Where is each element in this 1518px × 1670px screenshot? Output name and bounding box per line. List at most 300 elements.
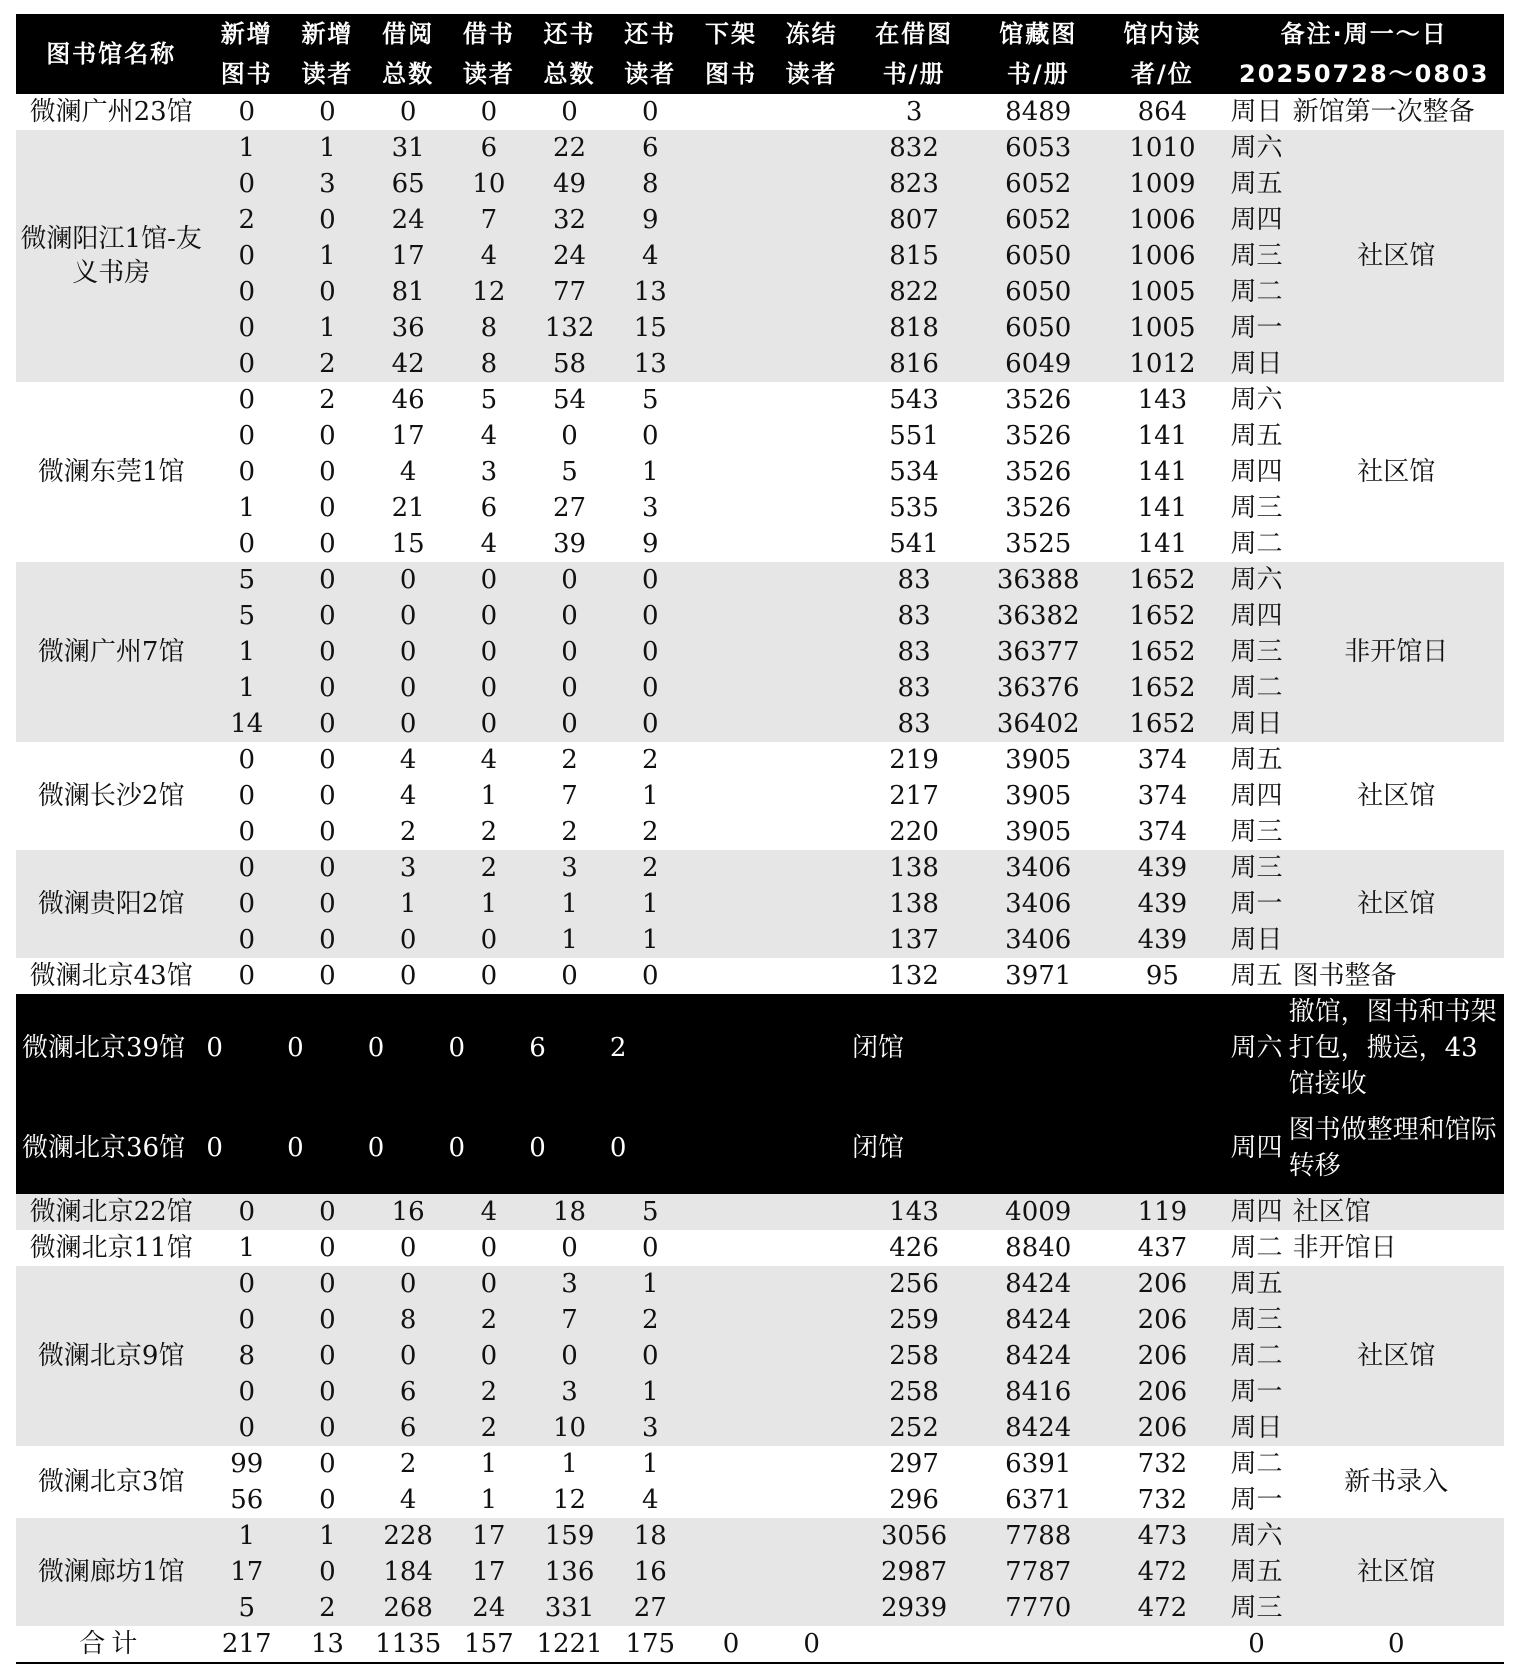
cell-value [771,310,852,346]
cell-value: 2 [449,1302,530,1338]
cell-value: 0 [206,382,287,418]
cell-value: 2 [610,994,691,1102]
cell-value [691,814,772,850]
cell-value: 0 [449,1338,530,1374]
cell-value: 0 [206,238,287,274]
cell-value: 2 [287,382,368,418]
cell-value: 0 [287,1446,368,1482]
cell-value: 22 [529,130,610,166]
cell-value: 4 [368,778,449,814]
cell-value: 15 [368,526,449,562]
cell-value: 36402 [976,706,1100,742]
cell-value: 3 [449,454,530,490]
cell-value: 818 [852,310,976,346]
cell-value: 0 [287,94,368,130]
cell-value: 7 [529,1302,610,1338]
cell-value [771,202,852,238]
note-cell: 图书做整理和馆际转移 [1289,1102,1504,1194]
cell-value [691,1446,772,1482]
library-name: 微澜北京39馆 [16,994,206,1102]
cell-value: 0 [368,1266,449,1302]
cell-value: 0 [287,1338,368,1374]
cell-value: 2 [206,202,287,238]
cell-value: 551 [852,418,976,454]
cell-value: 0 [368,670,449,706]
cell-value [691,1518,772,1554]
table-row [16,310,1504,346]
cell-value: 42 [368,346,449,382]
cell-value [771,562,852,598]
cell-value: 56 [206,1482,287,1518]
library-name: 微澜广州7馆 [16,562,206,742]
note-cell: 新书录入 [1289,1446,1504,1518]
cell-value: 0 [287,706,368,742]
table-row [16,1302,1504,1338]
cell-value: 8489 [976,94,1100,130]
library-name: 微澜北京9馆 [16,1266,206,1446]
table-body-1 [16,94,1504,994]
cell-value: 206 [1100,1338,1224,1374]
weekday-cell: 周三 [1224,1590,1288,1626]
cell-value: 0 [287,1266,368,1302]
cell-value: 823 [852,166,976,202]
weekday-cell: 周六 [1224,382,1288,418]
cell-value: 27 [610,1590,691,1626]
cell-value: 7 [449,202,530,238]
cell-value: 0 [529,598,610,634]
weekday-cell: 周二 [1224,1446,1288,1482]
cell-value: 0 [206,274,287,310]
cell-value: 7 [529,778,610,814]
cell-value [691,1302,772,1338]
cell-value: 0 [368,94,449,130]
cell-value: 3 [852,94,976,130]
cell-value: 8 [610,166,691,202]
cell-value [771,1338,852,1374]
cell-value: 0 [206,1194,287,1230]
cell-value: 39 [529,526,610,562]
cell-value: 3905 [976,778,1100,814]
cell-value: 0 [206,1102,287,1194]
weekday-cell: 周日 [1224,1410,1288,1446]
cell-value [771,958,852,994]
cell-value: 0 [287,418,368,454]
cell-value: 5 [206,1590,287,1626]
note-cell: 社区馆 [1289,1194,1504,1230]
cell-value: 0 [287,526,368,562]
cell-value: 1 [449,1446,530,1482]
cell-value: 1 [206,1518,287,1554]
cell-value: 18 [529,1194,610,1230]
cell-value: 132 [852,958,976,994]
cell-value: 137 [852,922,976,958]
cell-value: 3056 [852,1518,976,1554]
weekday-cell: 周四 [1224,1102,1288,1194]
cell-value: 426 [852,1230,976,1266]
cell-value: 0 [206,958,287,994]
cell-value: 7770 [976,1590,1100,1626]
cell-value: 8840 [976,1230,1100,1266]
cell-value: 1652 [1100,634,1224,670]
cell-value [691,634,772,670]
cell-value: 0 [287,562,368,598]
cell-value [771,490,852,526]
library-name: 微澜广州23馆 [16,94,206,130]
cell-value: 2 [610,850,691,886]
cell-value [771,814,852,850]
library-name: 微澜贵阳2馆 [16,850,206,958]
table-row [16,958,1504,994]
note-cell: 社区馆 [1289,850,1504,958]
cell-value: 374 [1100,778,1224,814]
weekday-cell: 周五 [1224,1266,1288,1302]
cell-value: 0 [206,418,287,454]
cell-value: 219 [852,742,976,778]
cell-value: 0 [287,670,368,706]
header-readers-in-library: 馆内读 者/位 [1100,14,1224,94]
cell-value: 138 [852,850,976,886]
table-row [16,130,1504,166]
cell-value: 0 [610,634,691,670]
cell-value: 3526 [976,382,1100,418]
cell-value: 439 [1100,922,1224,958]
cell-value: 83 [852,670,976,706]
cell-value: 816 [852,346,976,382]
cell-value: 1 [206,670,287,706]
cell-value: 1 [368,886,449,922]
weekday-cell: 周五 [1224,418,1288,454]
cell-value: 14 [206,706,287,742]
cell-value: 2 [287,346,368,382]
cell-value: 8 [206,1338,287,1374]
cell-value: 0 [529,1230,610,1266]
cell-value: 83 [852,598,976,634]
cell-value: 17 [449,1554,530,1590]
cell-value: 1 [610,886,691,922]
cell-value: 0 [206,850,287,886]
cell-value: 0 [287,994,368,1102]
cell-value: 0 [529,634,610,670]
table-row [16,1590,1504,1626]
cell-value: 0 [529,706,610,742]
cell-value: 437 [1100,1230,1224,1266]
cell-value: 0 [206,994,287,1102]
cell-value: 4 [610,238,691,274]
cell-value: 1 [529,922,610,958]
cell-value: 0 [287,1410,368,1446]
empty-cell [771,1102,852,1194]
cell-value: 6 [529,994,610,1102]
cell-value: 1 [449,1482,530,1518]
cell-value: 3526 [976,418,1100,454]
cell-value [691,562,772,598]
cell-value: 0 [610,670,691,706]
cell-value: 732 [1100,1446,1224,1482]
cell-value: 268 [368,1590,449,1626]
cell-value: 1 [449,886,530,922]
weekday-cell: 周四 [1224,598,1288,634]
cell-value [691,1374,772,1410]
cell-value: 4 [449,238,530,274]
table-row [16,238,1504,274]
cell-value: 0 [368,994,449,1102]
cell-value: 0 [529,418,610,454]
cell-value: 8 [449,310,530,346]
total-value: 1221 [529,1626,610,1663]
cell-value: 0 [206,886,287,922]
cell-value: 83 [852,634,976,670]
weekday-cell: 周四 [1224,778,1288,814]
cell-value: 1010 [1100,130,1224,166]
cell-value: 228 [368,1518,449,1554]
cell-value: 5 [449,382,530,418]
cell-value: 136 [529,1554,610,1590]
total-value [976,1626,1100,1663]
cell-value: 2 [449,1410,530,1446]
total-row [16,1626,1504,1663]
cell-value: 3 [368,850,449,886]
cell-value: 0 [206,94,287,130]
cell-value: 807 [852,202,976,238]
table-row [16,1482,1504,1518]
cell-value: 0 [287,742,368,778]
weekday-cell: 周三 [1224,850,1288,886]
cell-value [771,418,852,454]
cell-value: 4 [449,526,530,562]
table-row [16,382,1504,418]
cell-value: 0 [368,1102,449,1194]
cell-value: 1 [610,1374,691,1410]
cell-value: 1 [206,130,287,166]
cell-value [771,274,852,310]
cell-value: 331 [529,1590,610,1626]
weekday-cell: 周一 [1224,1482,1288,1518]
cell-value: 2 [610,742,691,778]
table-body-2 [16,1194,1504,1626]
weekday-cell: 周五 [1224,1554,1288,1590]
cell-value: 3 [529,1266,610,1302]
cell-value: 258 [852,1374,976,1410]
library-name: 微澜北京3馆 [16,1446,206,1518]
cell-value: 36377 [976,634,1100,670]
cell-value [771,1410,852,1446]
weekday-cell: 周四 [1224,1194,1288,1230]
total-note: 0 [1289,1626,1504,1663]
cell-value: 3971 [976,958,1100,994]
table-body-total [16,1626,1504,1663]
cell-value: 141 [1100,490,1224,526]
weekday-cell: 周六 [1224,130,1288,166]
cell-value: 543 [852,382,976,418]
weekday-cell: 周一 [1224,310,1288,346]
cell-value: 8 [449,346,530,382]
cell-value: 8424 [976,1410,1100,1446]
cell-value: 36388 [976,562,1100,598]
cell-value: 9 [610,526,691,562]
weekday-cell: 周三 [1224,1302,1288,1338]
cell-value [771,130,852,166]
cell-value: 0 [610,1230,691,1266]
weekday-cell: 周二 [1224,274,1288,310]
cell-value: 7788 [976,1518,1100,1554]
weekday-cell: 周六 [1224,994,1288,1102]
cell-value [691,490,772,526]
total-weekday: 0 [1224,1626,1288,1663]
header-borrow-total: 借阅 总数 [368,14,449,94]
cell-value [691,166,772,202]
cell-value [771,742,852,778]
cell-value: 1 [287,130,368,166]
cell-value: 143 [852,1194,976,1230]
cell-value: 6 [449,490,530,526]
cell-value: 206 [1100,1410,1224,1446]
table-row [16,670,1504,706]
cell-value: 6371 [976,1482,1100,1518]
table-row [16,634,1504,670]
table-row [16,454,1504,490]
total-label: 合计 [16,1626,206,1663]
cell-value: 0 [368,562,449,598]
header-return-total: 还书 总数 [529,14,610,94]
cell-value: 6050 [976,310,1100,346]
cell-value: 184 [368,1554,449,1590]
cell-value: 0 [449,1102,530,1194]
cell-value: 1652 [1100,706,1224,742]
cell-value: 0 [368,922,449,958]
cell-value: 1 [610,1446,691,1482]
cell-value: 0 [206,1302,287,1338]
cell-value: 32 [529,202,610,238]
note-cell: 社区馆 [1289,1266,1504,1446]
library-name: 微澜北京43馆 [16,958,206,994]
cell-value: 1652 [1100,562,1224,598]
table-row [16,202,1504,238]
cell-value: 4 [449,742,530,778]
cell-value: 1009 [1100,166,1224,202]
cell-value: 1 [529,886,610,922]
cell-value: 0 [368,958,449,994]
weekday-cell: 周五 [1224,958,1288,994]
cell-value: 83 [852,562,976,598]
cell-value: 1 [287,1518,368,1554]
table-row [16,814,1504,850]
cell-value [691,850,772,886]
header-frozen-readers: 冻结 读者 [771,14,852,94]
cell-value: 6052 [976,166,1100,202]
cell-value: 1 [287,238,368,274]
cell-value: 4 [449,418,530,454]
cell-value: 3 [529,850,610,886]
cell-value: 9 [610,202,691,238]
table-row [16,886,1504,922]
cell-value [691,418,772,454]
cell-value: 822 [852,274,976,310]
library-name: 微澜廊坊1馆 [16,1518,206,1626]
cell-value: 6050 [976,238,1100,274]
cell-value: 36376 [976,670,1100,706]
cell-value: 1652 [1100,670,1224,706]
cell-value: 1 [206,1230,287,1266]
cell-value [691,958,772,994]
cell-value: 8 [368,1302,449,1338]
cell-value [691,742,772,778]
table-row [16,94,1504,130]
cell-value: 0 [206,922,287,958]
table-row [16,1266,1504,1302]
table-row [16,598,1504,634]
cell-value: 0 [287,490,368,526]
cell-value: 0 [449,958,530,994]
cell-value: 0 [287,778,368,814]
note-cell: 图书整备 [1289,958,1504,994]
weekday-cell: 周三 [1224,634,1288,670]
cell-value: 0 [206,166,287,202]
weekday-cell: 周二 [1224,1230,1288,1266]
cell-value [771,850,852,886]
cell-value: 2939 [852,1590,976,1626]
cell-value: 0 [206,1374,287,1410]
cell-value [771,1230,852,1266]
cell-value: 5 [206,598,287,634]
table-row [16,778,1504,814]
cell-value: 8416 [976,1374,1100,1410]
cell-value [691,778,772,814]
weekday-cell: 周六 [1224,1518,1288,1554]
report-table [16,14,1504,1664]
cell-value [691,94,772,130]
cell-value: 3 [610,490,691,526]
cell-value: 0 [449,94,530,130]
cell-value: 2 [368,1446,449,1482]
cell-value: 10 [449,166,530,202]
cell-value: 6053 [976,130,1100,166]
cell-value [771,94,852,130]
cell-value: 0 [529,1102,610,1194]
cell-value: 534 [852,454,976,490]
cell-value: 8424 [976,1266,1100,1302]
cell-value [691,886,772,922]
table-row [16,1518,1504,1554]
cell-value [691,1230,772,1266]
cell-value [771,706,852,742]
note-cell: 新馆第一次整备 [1289,94,1504,130]
closed-library-row [16,994,1504,1102]
library-name: 微澜北京36馆 [16,1102,206,1194]
cell-value: 0 [287,274,368,310]
weekday-cell: 周三 [1224,490,1288,526]
cell-value: 0 [287,958,368,994]
cell-value: 815 [852,238,976,274]
cell-value: 0 [287,922,368,958]
cell-value [771,1446,852,1482]
cell-value: 1 [449,778,530,814]
cell-value: 0 [449,994,530,1102]
weekday-cell: 周四 [1224,202,1288,238]
cell-value [771,634,852,670]
header-on-loan: 在借图 书/册 [852,14,976,94]
cell-value: 0 [287,1102,368,1194]
weekday-cell: 周五 [1224,166,1288,202]
header-collection: 馆藏图 书/册 [976,14,1100,94]
table-row [16,166,1504,202]
cell-value: 15 [610,310,691,346]
cell-value: 27 [529,490,610,526]
cell-value: 217 [852,778,976,814]
cell-value [691,598,772,634]
cell-value [691,1338,772,1374]
cell-value: 6 [449,130,530,166]
cell-value: 3905 [976,814,1100,850]
